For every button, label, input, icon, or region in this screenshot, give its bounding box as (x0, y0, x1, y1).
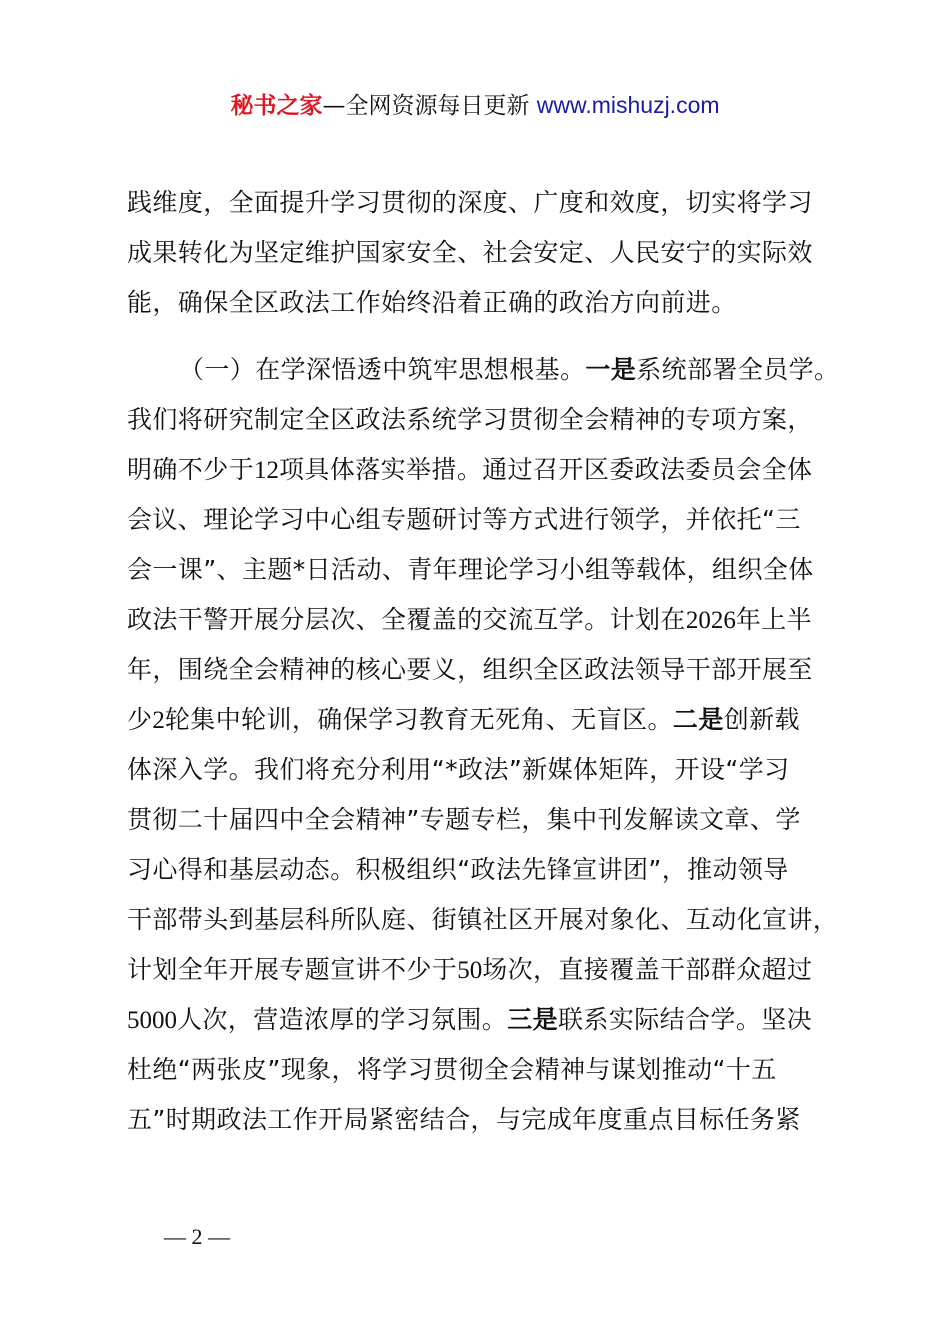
text-line: 我们将研究制定全区政法系统学习贯彻全会精神的专项方案， (127, 405, 813, 434)
brand-name: 秘书之家 (230, 93, 323, 119)
text-line: 体深入学。我们将充分利用“*政法”新媒体矩阵，开设“学习 (127, 755, 790, 784)
text-line: 会议、理论学习中心组专题研讨等方式进行领学，并依托“三 (127, 505, 801, 534)
text-line: 贯彻二十届四中全会精神”专题专栏，集中刊发解读文章、学 (127, 805, 801, 834)
text-fragment: 人次，营造浓厚的学习氛围。 (177, 1005, 508, 1034)
text-line (127, 595, 837, 645)
text-line (127, 445, 837, 495)
document-body (127, 178, 840, 1145)
text-fragment: 明确不少于 (127, 455, 255, 484)
text-fragment: 少 (127, 705, 153, 734)
text-fragment: 年上半 (735, 605, 813, 634)
page-number: — 2 — (164, 1224, 230, 1249)
text-line: 习心得和基层动态。积极组织“政法先锋宣讲团”，推动领导 (127, 855, 789, 884)
text-fragment: 项具体落实举措。通过召开区委政法委员会全体 (279, 455, 813, 484)
text-fragment: 联系实际结合学。坚决 (558, 1005, 813, 1034)
point-marker-3: 三是 (507, 1005, 559, 1034)
text-fragment: 政法干警开展分层次、全覆盖的交流互学。计划在 (127, 605, 686, 634)
text-line: 杜绝“两张皮”现象，将学习贯彻全会精神与谋划推动“十五 (127, 1055, 777, 1084)
text-line (127, 945, 837, 995)
point-marker-1: 一是 (585, 355, 637, 384)
number: 5000 (127, 1007, 177, 1034)
site-url[interactable]: www.mishuzj.com (536, 92, 720, 118)
text-line: 五”时期政法工作开局紧密结合，与完成年度重点目标任务紧 (127, 1105, 801, 1134)
text-line (127, 695, 837, 745)
text-fragment: 轮集中轮训，确保学习教育无死角、无盲区。 (164, 705, 673, 734)
section-heading: （一）在学深悟透中筑牢思想根基。 (179, 355, 586, 384)
text-line: 会一课”、主题*日活动、青年理论学习小组等载体，组织全体 (127, 555, 814, 584)
text-fragment: 系统部署全员学。 (636, 355, 840, 384)
paragraph-2 (127, 345, 840, 1145)
section-heading-line (127, 345, 840, 395)
number: 12 (254, 457, 280, 484)
text-fragment: 场次，直接覆盖干部群众超过 (482, 955, 813, 984)
header-tagline: —全网资源每日更新 (322, 93, 530, 119)
text-line: 践维度，全面提升学习贯彻的深度、广度和效度，切实将学习 (127, 188, 813, 217)
text-line (127, 995, 837, 1045)
text-line: 干部带头到基层科所队庭、街镇社区开展对象化、互动化宣讲， (127, 905, 839, 934)
point-marker-2: 二是 (672, 705, 724, 734)
text-fragment: 创新载 (723, 705, 800, 734)
number: 50 (457, 957, 483, 984)
number: 2026 (685, 607, 736, 634)
text-fragment: 计划全年开展专题宣讲不少于 (127, 955, 458, 984)
text-line: 能，确保全区政法工作始终沿着正确的政治方向前进。 (127, 288, 737, 317)
site-header (0, 88, 950, 123)
text-line: 成果转化为坚定维护国家安全、社会安定、人民安宁的实际效 (127, 238, 813, 267)
text-line: 年，围绕全会精神的核心要义，组织全区政法领导干部开展至 (127, 655, 813, 684)
paragraph-1 (127, 178, 837, 328)
number: 2 (152, 707, 165, 734)
